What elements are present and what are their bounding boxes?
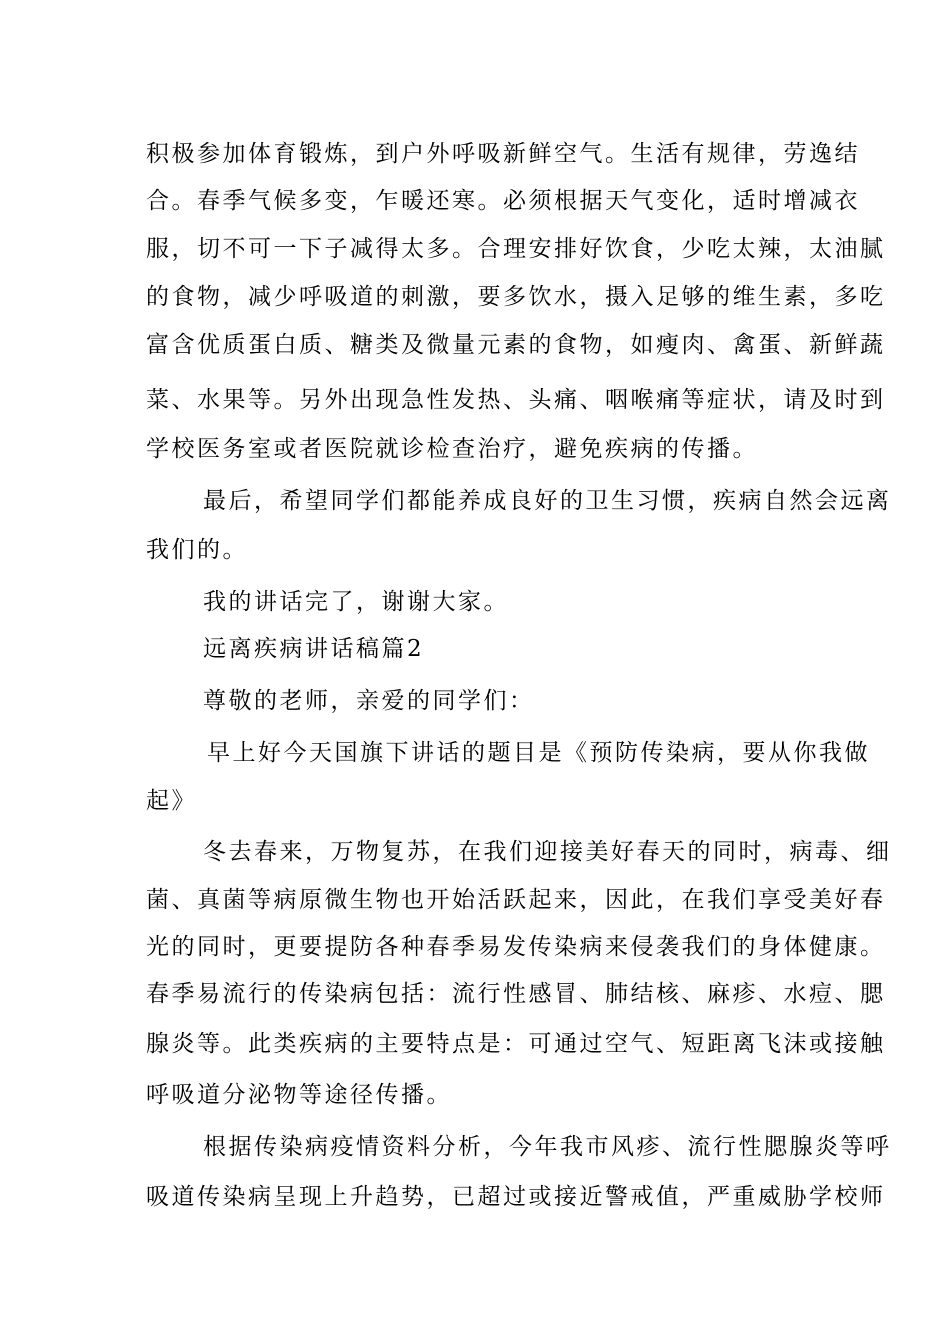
paragraph-3-line-6: 呼吸道分泌物等途径传播。 — [146, 1082, 452, 1108]
intro-line-2: 起》 — [146, 788, 197, 814]
greeting-line: 尊敬的老师，亲爱的同学们： — [203, 688, 535, 714]
paragraph-1-line-2: 合。春季气候多变，乍暖还寒。必须根据天气变化，适时增减衣 — [146, 188, 860, 214]
paragraph-1-line-6: 菜、水果等。另外出现急性发热、头痛、咽喉痛等症状，请及时到 — [146, 387, 886, 413]
paragraph-1-line-1: 积极参加体育锻炼，到户外呼吸新鲜空气。生活有规律，劳逸结 — [146, 141, 860, 167]
paragraph-1-line-5: 富含优质蛋白质、糖类及微量元素的食物，如瘦肉、禽蛋、新鲜蔬 — [146, 332, 886, 358]
section-heading: 远离疾病讲话稿篇2 — [203, 636, 425, 662]
paragraph-1-line-3: 服，切不可一下子减得太多。合理安排好饮食，少吃太辣，太油腻 — [146, 236, 886, 262]
paragraph-4-line-1: 根据传染病疫情资料分析，今年我市风疹、流行性腮腺炎等呼 — [203, 1134, 892, 1160]
paragraph-3-line-5: 腺炎等。此类疾病的主要特点是：可通过空气、短距离飞沫或接触 — [146, 1031, 886, 1057]
paragraph-2-line-2: 我们的。 — [146, 537, 248, 563]
paragraph-4-line-2: 吸道传染病呈现上升趋势，已超过或接近警戒值，严重威胁学校师 — [146, 1184, 886, 1210]
closing-remark: 我的讲话完了，谢谢大家。 — [203, 589, 509, 615]
paragraph-1-line-4: 的食物，减少呼吸道的刺激，要多饮水，摄入足够的维生素，多吃 — [146, 284, 886, 310]
intro-line-1: 早上好今天国旗下讲话的题目是《预防传染病，要从你我做 — [207, 740, 870, 766]
paragraph-3-line-2: 菌、真菌等病原微生物也开始活跃起来，因此，在我们享受美好春 — [146, 887, 886, 913]
paragraph-1-line-7: 学校医务室或者医院就诊检查治疗，避免疾病的传播。 — [146, 436, 758, 462]
paragraph-2-line-1: 最后，希望同学们都能养成良好的卫生习惯，疾病自然会远离 — [203, 488, 892, 514]
paragraph-3-line-4: 春季易流行的传染病包括：流行性感冒、肺结核、麻疹、水痘、腮 — [146, 981, 886, 1007]
paragraph-3-line-1: 冬去春来，万物复苏，在我们迎接美好春天的同时，病毒、细 — [203, 839, 892, 865]
paragraph-3-line-3: 光的同时，更要提防各种春季易发传染病来侵袭我们的身体健康。 — [146, 934, 886, 960]
